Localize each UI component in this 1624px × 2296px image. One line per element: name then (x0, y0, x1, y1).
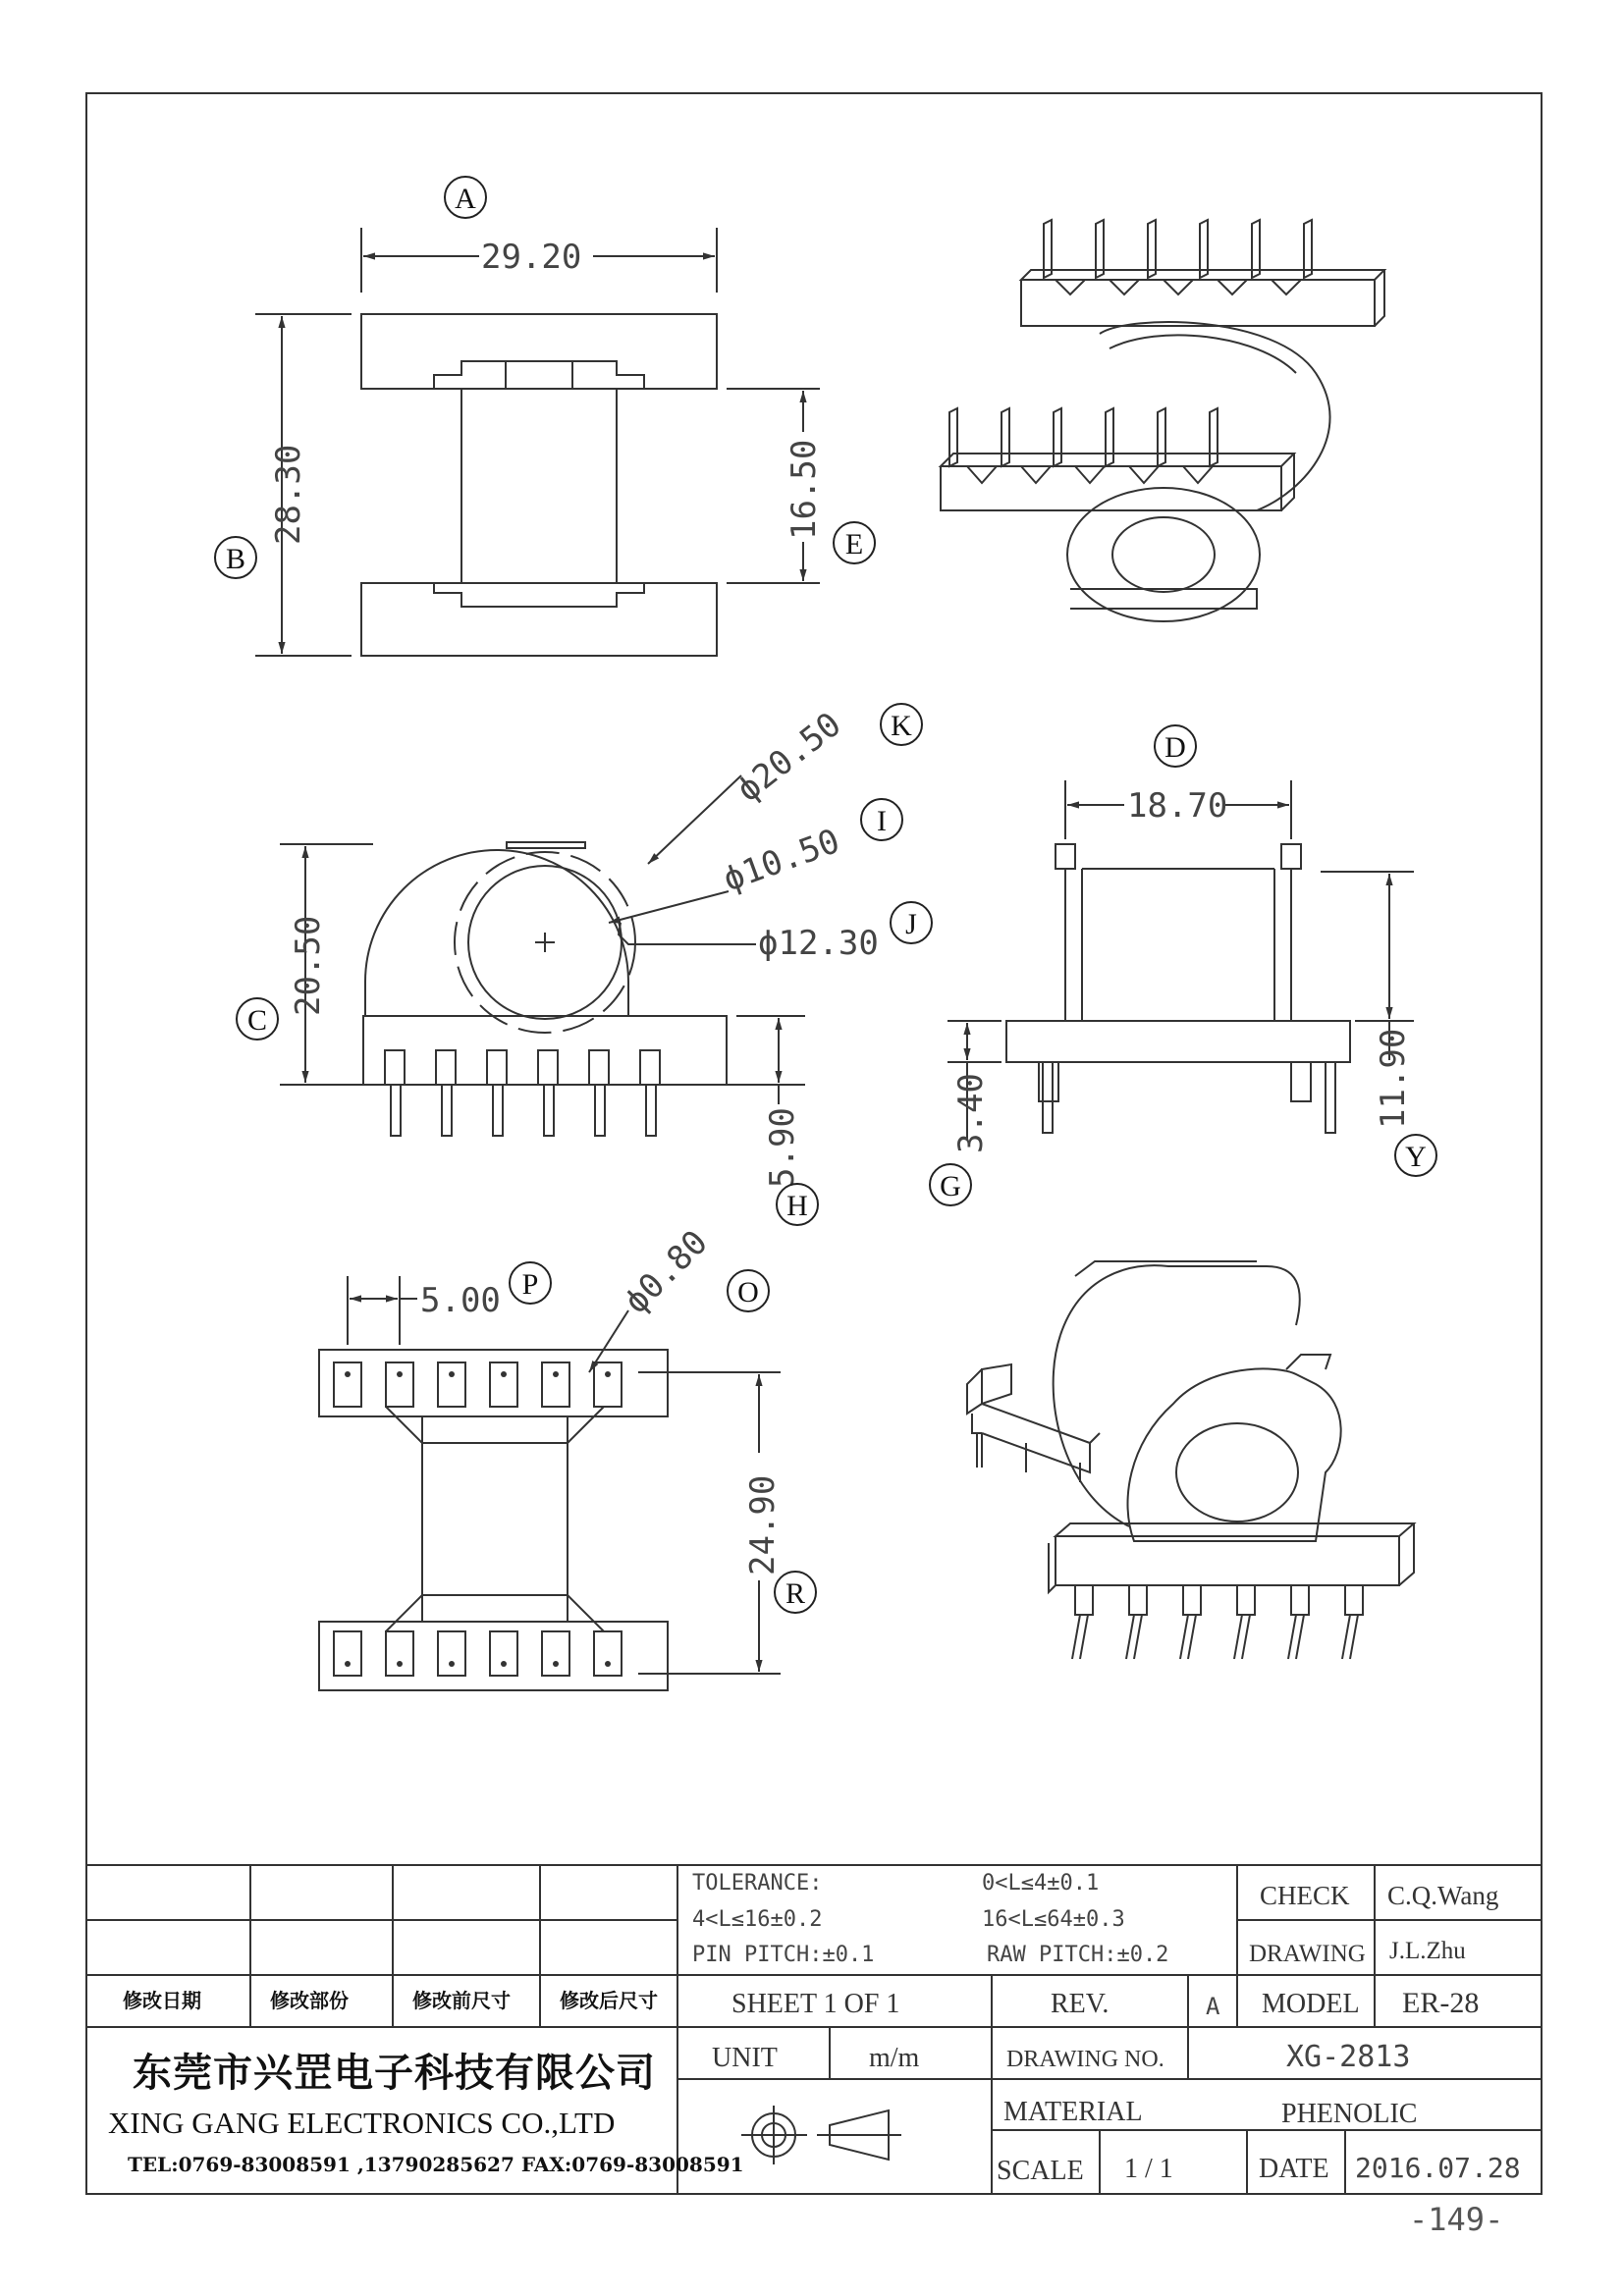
unit-label: UNIT (712, 2043, 778, 2073)
dim-o: ϕ0.80 (617, 1222, 716, 1322)
dim-b: 28.30 (269, 444, 308, 545)
dim-g: 3.40 (951, 1073, 991, 1153)
raw-pitch: RAW PITCH:±0.2 (987, 1943, 1169, 1967)
label-o: O (737, 1276, 759, 1308)
isometric-view-top (941, 220, 1384, 621)
rev-header-3: 修改前尺寸 (412, 1989, 511, 2012)
drawing-no-value: XG-2813 (1286, 2040, 1411, 2074)
page-number: -149- (1409, 2201, 1504, 2238)
model-label: MODEL (1262, 1989, 1360, 2019)
dim-k: ϕ20.50 (729, 704, 849, 811)
dim-c: 20.50 (289, 915, 328, 1016)
label-k: K (891, 710, 912, 742)
tolerance-range3: 16<L≤64±0.3 (982, 1907, 1125, 1932)
company-name-en: XING GANG ELECTRONICS CO.,LTD (108, 2106, 616, 2140)
drawing-label: DRAWING (1249, 1941, 1366, 1967)
label-c: C (246, 1004, 268, 1037)
rev-header-1: 修改日期 (123, 1989, 201, 2012)
tolerance-title: TOLERANCE: (692, 1871, 823, 1896)
dim-j: ϕ12.30 (758, 924, 879, 963)
drawing-value: J.L.Zhu (1389, 1938, 1466, 1964)
label-e: E (844, 528, 864, 561)
rev-label: REV. (1051, 1989, 1110, 2019)
drawing-no-label: DRAWING NO. (1006, 2047, 1164, 2072)
company-contact: TEL:0769-83008591 ,13790285627 FAX:0769-83008591 (128, 2153, 744, 2176)
pin-pitch: PIN PITCH:±0.1 (692, 1943, 875, 1967)
dim-p: 5.00 (420, 1281, 501, 1320)
label-p: P (521, 1268, 539, 1301)
bottom-view (319, 1276, 781, 1690)
tolerance-range1: 0<L≤4±0.1 (982, 1871, 1100, 1896)
sheet-number: SHEET 1 OF 1 (731, 1989, 900, 2019)
rev-header-4: 修改后尺寸 (560, 1989, 658, 2012)
company-name-cn: 东莞市兴罡电子科技有限公司 (133, 2050, 656, 2096)
label-y: Y (1405, 1141, 1427, 1173)
label-h: H (786, 1190, 808, 1222)
date-value: 2016.07.28 (1355, 2152, 1521, 2184)
model-value: ER-28 (1402, 1987, 1480, 2019)
dim-i: ϕ10.50 (718, 821, 845, 900)
end-view (947, 780, 1414, 1139)
label-b: B (225, 543, 246, 575)
date-label: DATE (1259, 2154, 1329, 2184)
side-view (280, 775, 805, 1136)
rev-header-2: 修改部份 (270, 1989, 349, 2012)
check-value: C.Q.Wang (1387, 1881, 1499, 1910)
dim-d: 18.70 (1127, 786, 1228, 826)
label-r: R (785, 1577, 806, 1610)
rev-value: A (1206, 1993, 1220, 2020)
material-value: PHENOLIC (1281, 2099, 1418, 2129)
dim-y: 11.90 (1374, 1028, 1413, 1129)
tolerance-range2: 4<L≤16±0.2 (692, 1907, 823, 1932)
check-label: CHECK (1260, 1881, 1350, 1910)
unit-value: m/m (869, 2043, 920, 2073)
dim-e: 16.50 (785, 439, 824, 540)
label-d: D (1164, 731, 1186, 764)
dim-r: 24.90 (743, 1474, 783, 1575)
label-j: J (905, 908, 917, 940)
dim-h: 5.90 (763, 1107, 802, 1188)
dim-a: 29.20 (481, 238, 582, 277)
scale-value: 1 / 1 (1124, 2154, 1173, 2184)
label-i: I (877, 805, 887, 837)
front-view (255, 228, 820, 656)
isometric-view-bottom (967, 1261, 1414, 1659)
label-g: G (940, 1170, 961, 1202)
material-label: MATERIAL (1003, 2097, 1143, 2127)
scale-label: SCALE (997, 2156, 1084, 2186)
label-a: A (455, 183, 476, 215)
